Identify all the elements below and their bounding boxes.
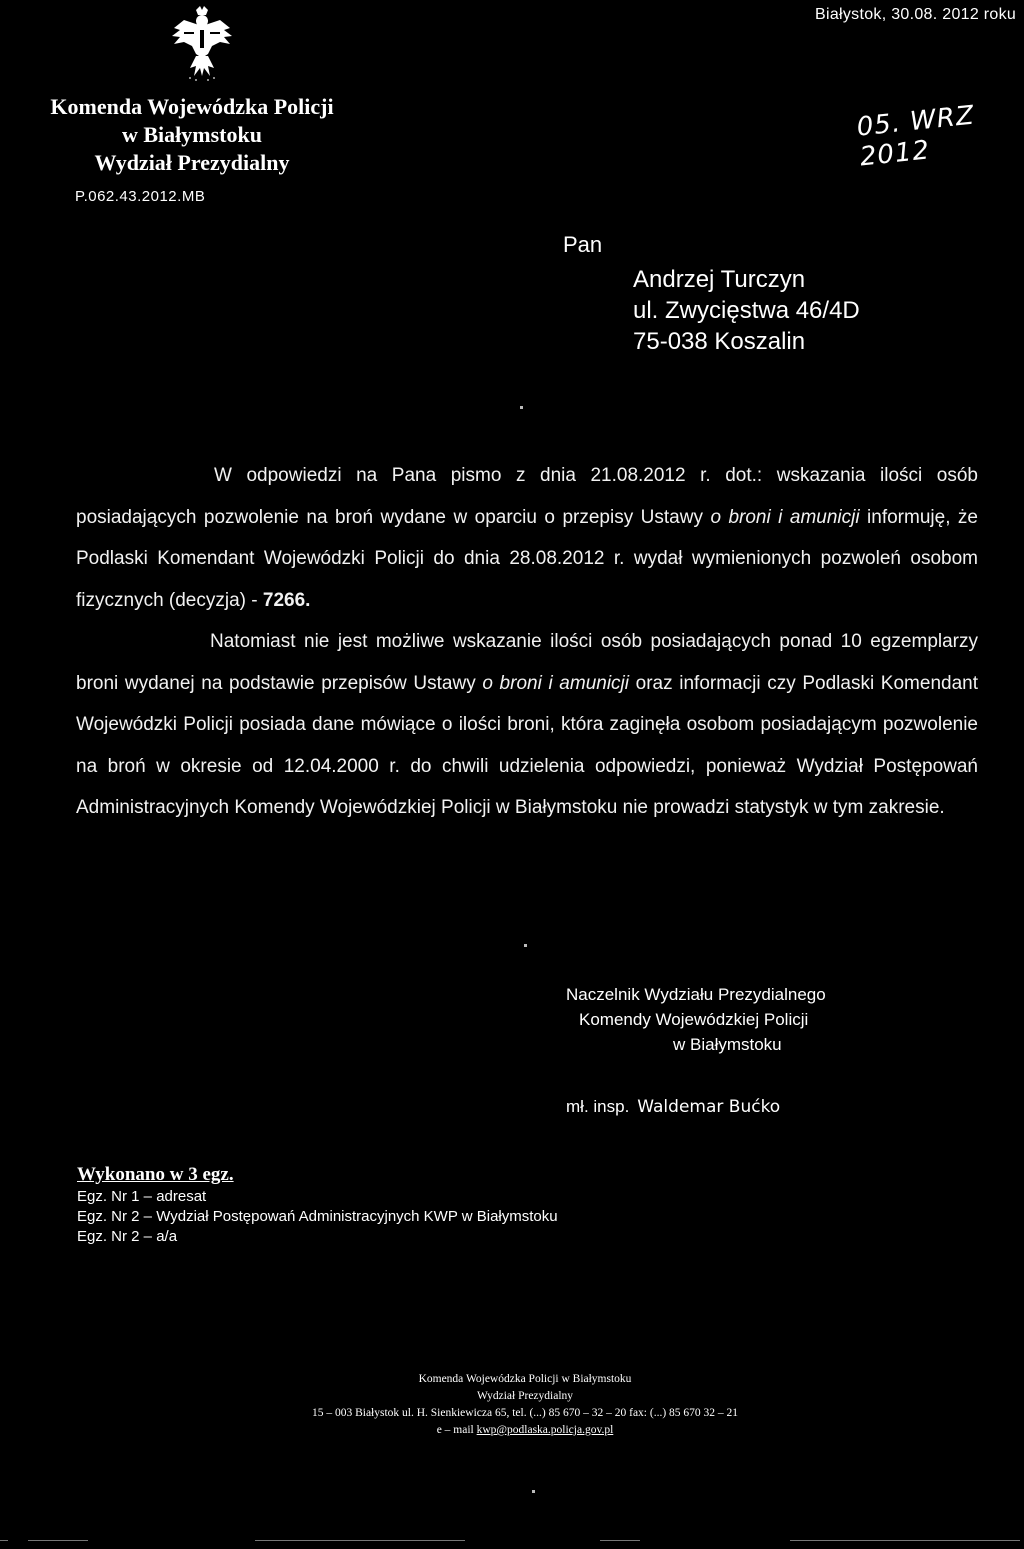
department-header: [22, 93, 362, 177]
scan-speck: [532, 1490, 535, 1493]
act-title: o broni i amunicji: [482, 672, 630, 694]
reference-number: P.062.43.2012.MB: [75, 188, 206, 205]
scan-edge-mark: [790, 1540, 1020, 1541]
letter-body: [76, 455, 978, 829]
footer-division: Wydział Prezydialny: [476, 1390, 574, 1402]
scan-speck: [524, 944, 527, 947]
received-date-stamp: 05. WRZ 2012: [855, 100, 977, 173]
recipient-city: 75-038 Koszalin: [633, 328, 806, 355]
paragraph-1-text-cont: informuję, że Podlaski Komendant Wojewódzki Policji do dnia 28.08.2012 r. wydał wymienionych pozwoleń osobom fizycznych (decyzja) -: [76, 506, 978, 611]
permit-count: 7266.: [262, 589, 311, 611]
salutation: Pan: [563, 232, 603, 257]
copy-item: Egz. Nr 2 – a/a: [77, 1228, 178, 1245]
scan-edge-mark: [600, 1540, 640, 1541]
scan-edge-mark: [0, 1540, 8, 1541]
paragraph-2-text-cont: oraz informacji czy Podlaski Komendant Wojewódzki Policji posiada dane mówiące o ilości broni, która zaginęła osobom posiadającym pozwolenie na broń w okresie od 12.04.2000 r. do chwili udzielenia odpowiedzi, ponieważ Wydział Postępowań Administracyjnych Komendy Wojewódzkiej Policji w Białymstoku nie prowadzi statystyk w tym zakresie.: [76, 672, 978, 818]
signer-unit: Komendy Wojewódzkiej Policji: [579, 1010, 809, 1029]
email-label: e – mail: [436, 1424, 474, 1436]
signer-city: w Białymstoku: [673, 1035, 782, 1054]
signer-title: Naczelnik Wydziału Prezydialnego: [566, 985, 826, 1004]
dept-division: Wydział Prezydialny: [94, 150, 290, 175]
paragraph-1: [76, 455, 978, 621]
signer-name: Waldemar Bućko: [637, 1097, 781, 1117]
recipient-name: Andrzej Turczyn: [633, 266, 806, 293]
paragraph-2-text: Natomiast nie jest możliwe wskazanie ilości osób posiadających ponad 10 egzemplarzy broni wydanej na podstawie przepisów Ustawy: [76, 631, 978, 694]
recipient-street: ul. Zwycięstwa 46/4D: [633, 297, 860, 324]
polish-eagle-emblem-icon: [170, 6, 234, 82]
footer-address: 15 – 003 Białystok ul. H. Sienkiewicza 65, tel. (...) 85 670 – 32 – 20 fax: (...) 85 670 32 – 21: [311, 1407, 739, 1419]
copy-item: Egz. Nr 2 – Wydział Postępowań Administracyjnych KWP w Białymstoku: [77, 1208, 558, 1225]
signer: [566, 1097, 780, 1117]
dept-city: w Białymstoku: [122, 122, 262, 147]
dept-name: Komenda Wojewódzka Policji: [50, 94, 334, 119]
paragraph-1-text: W odpowiedzi na Pana pismo z dnia 21.08.2012 r. dot.: wskazania ilości osób posiadających pozwolenie na broń wydane w oparciu o przepisy Ustawy: [76, 465, 978, 528]
copies-list: [77, 1165, 558, 1247]
scan-speck: [520, 406, 523, 409]
addressee-block: [633, 264, 860, 357]
copies-heading: Wykonano w 3 egz.: [77, 1164, 234, 1185]
scan-edge-mark: [255, 1540, 465, 1541]
signature-block: [566, 982, 826, 1057]
copy-item: Egz. Nr 1 – adresat: [77, 1188, 207, 1205]
footer-dept: Komenda Wojewódzka Policji w Białymstoku: [418, 1373, 632, 1385]
email-link[interactable]: kwp@podlaska.policja.gov.pl: [476, 1424, 614, 1436]
scan-edge-mark: [28, 1540, 88, 1541]
signer-rank: mł. insp.: [566, 1097, 630, 1116]
act-title: o broni i amunicji: [710, 506, 860, 528]
footer-email-line: [200, 1422, 850, 1439]
place-date: Białystok, 30.08. 2012 roku: [815, 6, 1017, 23]
paragraph-2: [76, 621, 978, 829]
letter-footer: [200, 1371, 850, 1439]
